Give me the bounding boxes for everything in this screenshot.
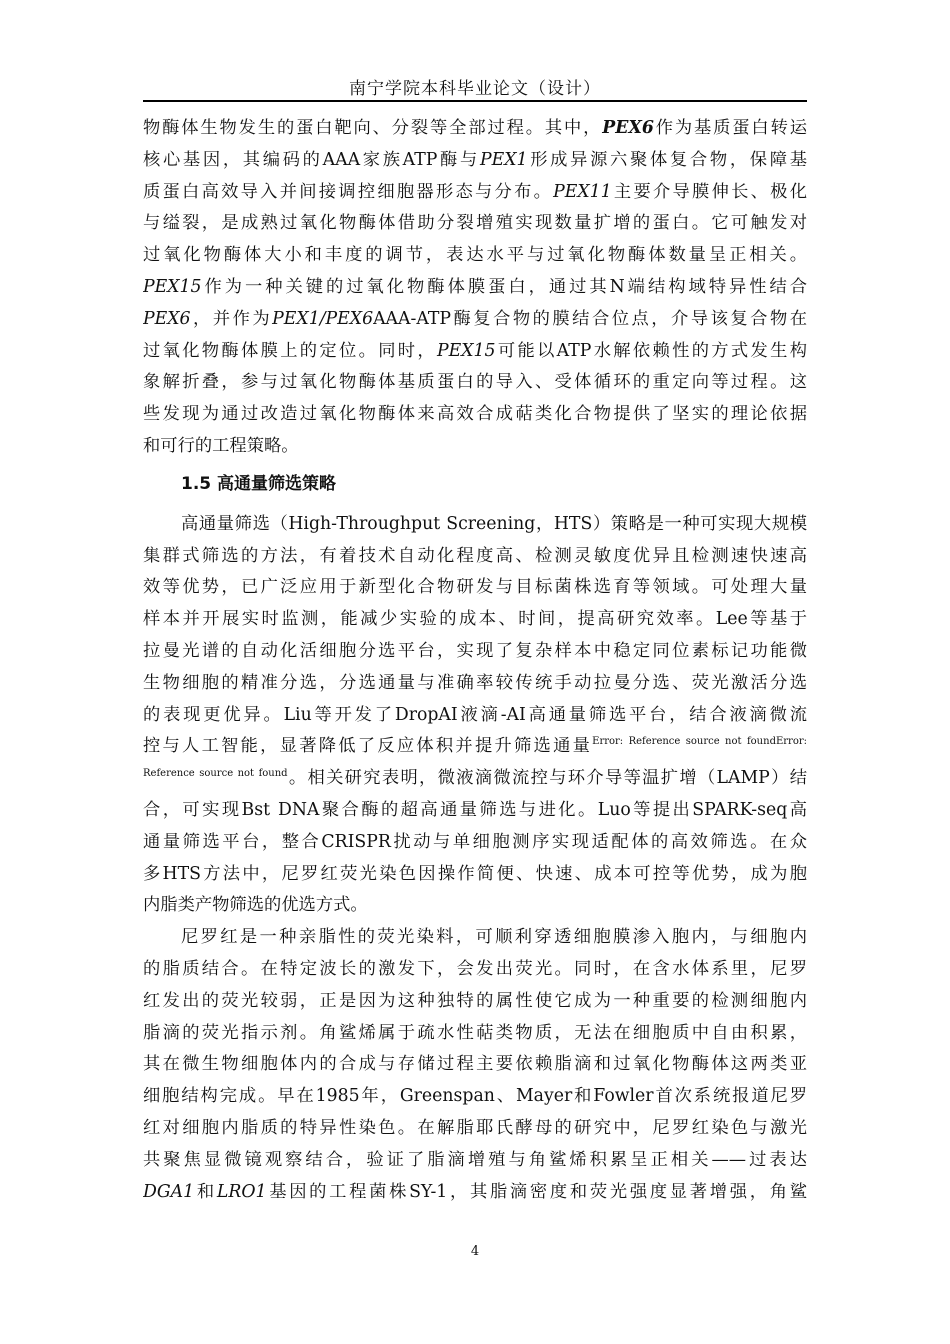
text-line: 红对细胞内脂质的特异性染色。在解脂耶氏酵母的研究中，尼罗红染色与激光 (143, 1117, 807, 1138)
text-line: 高通量筛选（High-Throughput Screening，HTS）策略是一种可实现大规模 (181, 513, 807, 534)
text-line: 合，可实现Bst DNA聚合酶的超高通量筛选与进化。Luo等提出SPARK-seq高 (143, 799, 807, 820)
text-line: 的脂质结合。在特定波长的激发下，会发出荧光。同时，在含水体系里，尼罗 (143, 958, 807, 979)
text-line: 尼罗红是一种亲脂性的荧光染料，可顺利穿透细胞膜渗入胞内，与细胞内 (181, 927, 807, 948)
text-line: 的表现更优异。Liu等开发了DropAI液滴-AI高通量筛选平台，结合液滴微流 (143, 704, 807, 725)
text-line: 细胞结构完成。早在1985年，Greenspan、Mayer和Fowler首次系统报道尼罗 (143, 1086, 807, 1107)
paragraph-nile-red (143, 922, 807, 1208)
reference-error: Error: (775, 736, 807, 748)
text-line: 脂滴的荧光指示剂。角鲨烯属于疏水性萜类物质，无法在细胞质中自由积累， (143, 1022, 807, 1043)
text-line: 物酶体生物发生的蛋白靶向、分裂等全部过程。其中，PEX6作为基质蛋白转运 (143, 118, 807, 138)
text-line: 共聚焦显微镜观察结合，验证了脂滴增殖与角鲨烯积累呈正相关——过表达 (143, 1149, 807, 1170)
text-line: 些发现为通过改造过氧化物酶体来高效合成萜类化合物提供了坚实的理论依据 (143, 404, 807, 425)
text-line: 质蛋白高效导入并间接调控细胞器形态与分布。PEX11主要介导膜伸长、极化 (143, 181, 807, 202)
text-line: 控与人工智能，显著降低了反应体积并提升筛选通量$^{Error: Reference source not foundError:}$ (143, 736, 807, 757)
reference-error: Reference source not found (143, 768, 288, 780)
text-line: DGA1和LRO1基因的工程菌株SY-1，其脂滴密度和荧光强度显著增强，角鲨 (143, 1181, 807, 1202)
text-line: 内脂类产物筛选的优选方式。 (143, 895, 368, 916)
text-line: 样本并开展实时监测，能减少实验的成本、时间，提高研究效率。Lee等基于 (143, 609, 807, 630)
text-line: 多HTS方法中，尼罗红荧光染色因操作简便、快速、成本可控等优势，成为胞 (143, 863, 807, 884)
text-line: 和可行的工程策略。 (143, 435, 299, 456)
paragraph-peroxisome (143, 113, 807, 463)
document-body (143, 113, 807, 1208)
text-line: 象解折叠，参与过氧化物酶体基质蛋白的导入、受体循环的重定向等过程。这 (143, 372, 807, 393)
section-heading: 1.5 高通量筛选策略 (181, 473, 337, 494)
text-line: 与缢裂，是成熟过氧化物酶体借助分裂增殖实现数量扩增的蛋白。它可触发对 (143, 213, 807, 234)
text-line: 过氧化物酶体大小和丰度的调节，表达水平与过氧化物酶体数量呈正相关。 (143, 245, 807, 266)
text-line: $^{Reference source not found}$。相关研究表明，微液滴微流控与环介导等温扩增（LAMP）结 (143, 768, 807, 789)
text-line: 拉曼光谱的自动化活细胞分选平台，实现了复杂样本中稳定同位素标记功能微 (143, 640, 807, 661)
text-line: 通量筛选平台，整合CRISPR扰动与单细胞测序实现适配体的高效筛选。在众 (143, 831, 807, 852)
reference-error: Error: Reference source not found (592, 736, 776, 748)
text-line: 红发出的荧光较弱，正是因为这种独特的属性使它成为一种重要的检测细胞内 (143, 990, 807, 1011)
text-line: PEX6，并作为PEX1/PEX6AAA-ATP酶复合物的膜结合位点，介导该复合物在 (143, 308, 807, 329)
text-line: 效等优势，已广泛应用于新型化合物研发与目标菌株选育等领域。可处理大量 (143, 577, 807, 598)
page-header-title: 南宁学院本科毕业论文（设计） (349, 79, 601, 99)
text-line: 过氧化物酶体膜上的定位。同时，PEX15可能以ATP水解依赖性的方式发生构 (143, 340, 807, 361)
header-rule (143, 100, 807, 102)
text-line: PEX15作为一种关键的过氧化物酶体膜蛋白，通过其N端结构域特异性结合 (143, 276, 807, 297)
text-line: 其在微生物细胞体内的合成与存储过程主要依赖脂滴和过氧化物酶体这两类亚 (143, 1054, 807, 1075)
text-line: 核心基因，其编码的AAA家族ATP酶与PEX1形成异源六聚体复合物，保障基 (143, 149, 807, 170)
page-number: 4 (470, 1244, 480, 1259)
paragraph-hts (143, 509, 807, 922)
text-line: 集群式筛选的方法，有着技术自动化程度高、检测灵敏度优异且检测速快速高 (143, 545, 807, 566)
text-line: 生物细胞的精准分选，分选通量与准确率较传统手动拉曼分选、荧光激活分选 (143, 672, 807, 693)
